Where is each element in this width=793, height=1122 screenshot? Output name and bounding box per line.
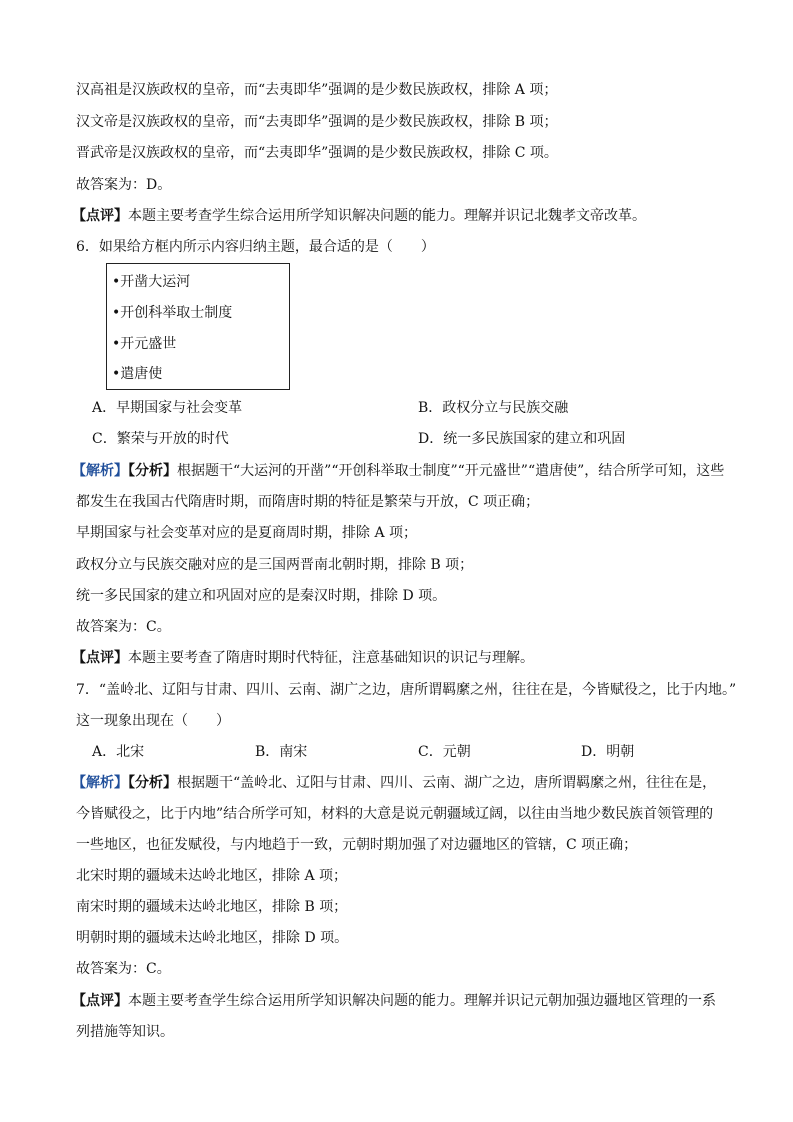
- comment-text: 本题主要考查学生综合运用所学知识解决问题的能力。理解并识记元朝加强边疆地区管理的一系: [128, 993, 716, 1009]
- question-6-analysis-line: 都发生在我国古代隋唐时期，而隋唐时期的特征是繁荣与开放，C 项正确；: [76, 494, 540, 510]
- explanation-line: 政权分立与民族交融对应的是三国两晋南北朝时期，排除 B 项；: [76, 557, 474, 573]
- question-7-option-c: C．元朝: [418, 744, 471, 760]
- comment-line: 列措施等知识。: [76, 1024, 174, 1040]
- box-item: •遣唐使: [112, 366, 163, 382]
- comment-text: 本题主要考查学生综合运用所学知识解决问题的能力。理解并识记北魏孝文帝改革。: [128, 208, 646, 224]
- explanation-line: 早期国家与社会变革对应的是夏商周时期，排除 A 项；: [76, 525, 418, 541]
- comment-tag: 【点评】: [72, 650, 128, 666]
- question-7-analysis-line: 一些地区，也征发赋役，与内地趋于一致，元朝时期加强了对边疆地区的管辖，C 项正确；: [76, 837, 638, 853]
- answer-line: 故答案为：C。: [76, 619, 171, 635]
- question-7-option-b: B．南宋: [255, 744, 308, 760]
- question-7-option-a: A．北宋: [92, 744, 145, 760]
- question-7-stem: 7．“盖岭北、辽阳与甘肃、四川、云南、湖广之边，唐所谓羁縻之州，往往在是，今皆赋役之，比于内地。”: [76, 682, 737, 698]
- question-6-option-d: D．统一多民族国家的建立和巩固: [418, 431, 626, 447]
- question-7-stem: 这一现象出现在（ ）: [76, 713, 230, 729]
- comment-text: 本题主要考查了隋唐时期时代特征，注意基础知识的识记与理解。: [128, 650, 534, 666]
- question-6-content-box: [106, 263, 290, 390]
- explanation-line: 明朝时期的疆域未达岭北地区，排除 D 项。: [76, 930, 349, 946]
- comment-line: [72, 991, 753, 1011]
- answer-line: 故答案为：C。: [76, 961, 171, 977]
- analysis-tag-fenxi: 【分析】: [128, 775, 177, 791]
- question-6-option-a: A．早期国家与社会变革: [92, 400, 243, 416]
- question-7-option-d: D．明朝: [581, 744, 635, 760]
- explanation-line: 汉文帝是汉族政权的皇帝，而“去夷即华”强调的是少数民族政权，排除 B 项；: [76, 114, 558, 130]
- answer-line: 故答案为：D。: [76, 177, 172, 193]
- comment-tag: 【点评】: [72, 208, 128, 224]
- comment-line: [72, 648, 753, 668]
- box-item: •开创科举取士制度: [112, 305, 233, 321]
- analysis-tag: 【解析】: [72, 463, 128, 479]
- analysis-tag: 【解析】: [72, 775, 128, 791]
- question-6-analysis-line: [72, 461, 753, 481]
- explanation-line: 晋武帝是汉族政权的皇帝，而“去夷即华”强调的是少数民族政权，排除 C 项。: [76, 145, 558, 161]
- box-item: •开凿大运河: [112, 274, 191, 290]
- question-6-option-c: C．繁荣与开放的时代: [92, 431, 229, 447]
- question-6-stem: 6．如果给方框内所示内容归纳主题，最合适的是（ ）: [76, 239, 435, 255]
- comment-tag: 【点评】: [72, 993, 128, 1009]
- analysis-tag-fenxi: 【分析】: [128, 463, 177, 479]
- analysis-text: 根据题干“大运河的开凿”“开创科举取士制度”“开元盛世”“遣唐使”，结合所学可知，这些: [177, 463, 725, 479]
- explanation-line: 统一多民国家的建立和巩固对应的是秦汉时期，排除 D 项。: [76, 588, 447, 604]
- explanation-line: 汉高祖是汉族政权的皇帝，而“去夷即华”强调的是少数民族政权，排除 A 项；: [76, 82, 558, 98]
- analysis-text: 根据题干“盖岭北、辽阳与甘肃、四川、云南、湖广之边，唐所谓羁縻之州，往往在是，: [177, 775, 717, 791]
- question-7-analysis-line: 今皆赋役之，比于内地”结合所学可知，材料的大意是说元朝疆域辽阔，以往由当地少数民族首领管理的: [76, 806, 714, 822]
- question-7-analysis-line: [72, 773, 753, 793]
- comment-line: [72, 206, 753, 226]
- box-item: •开元盛世: [112, 336, 177, 352]
- explanation-line: 南宋时期的疆域未达岭北地区，排除 B 项；: [76, 899, 348, 915]
- explanation-line: 北宋时期的疆域未达岭北地区，排除 A 项；: [76, 868, 348, 884]
- question-6-option-b: B．政权分立与民族交融: [418, 400, 569, 416]
